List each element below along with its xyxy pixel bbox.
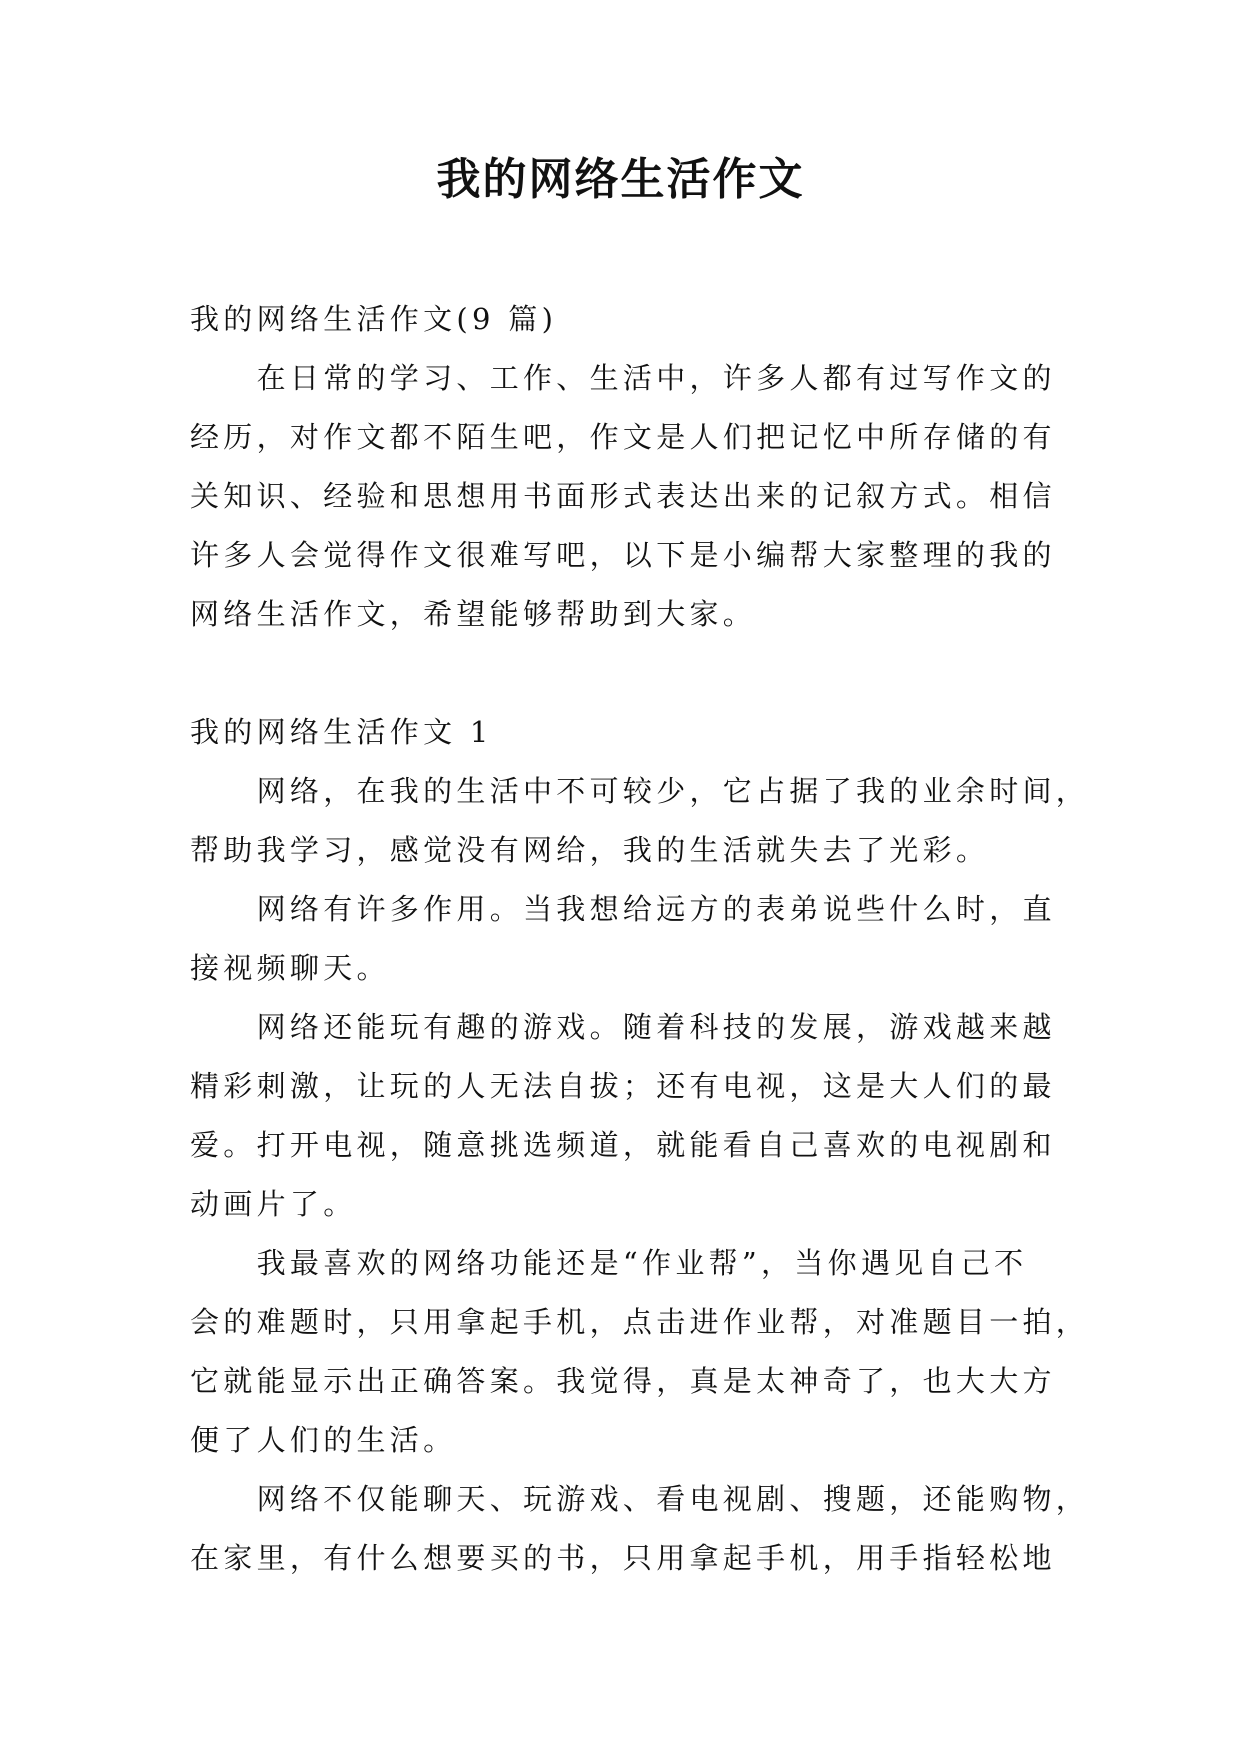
body-line-12: 便了人们的生活。: [190, 1423, 457, 1457]
body-line-10: 会的难题时，只用拿起手机，点击进作业帮，对准题目一拍，: [190, 1305, 1090, 1339]
body-line-2: 帮助我学习，感觉没有网给，我的生活就失去了光彩。: [190, 833, 990, 867]
section-heading-1: 我的网络生活作文 1: [190, 715, 493, 749]
body-line-4: 接视频聊天。: [190, 951, 390, 985]
body-line-9: 我最喜欢的网络功能还是“作业帮”，当你遇见自己不: [190, 1246, 1028, 1280]
intro-line-1: 在日常的学习、工作、生活中，许多人都有过写作文的: [190, 361, 1056, 395]
intro-line-5: 网络生活作文，希望能够帮助到大家。: [190, 597, 757, 631]
document-body: [190, 290, 1090, 1588]
blank-line: [190, 644, 1050, 703]
intro-line-2: 经历，对作文都不陌生吧，作文是人们把记忆中所存储的有: [190, 420, 1056, 454]
body-line-3: 网络有许多作用。当我想给远方的表弟说些什么时，直: [190, 892, 1056, 926]
intro-line-3: 关知识、经验和思想用书面形式表达出来的记叙方式。相信: [190, 479, 1056, 513]
body-line-1: 网络，在我的生活中不可较少，它占据了我的业余时间，: [190, 774, 1090, 808]
body-line-5: 网络还能玩有趣的游戏。随着科技的发展，游戏越来越: [190, 1010, 1056, 1044]
intro-line-4: 许多人会觉得作文很难写吧，以下是小编帮大家整理的我的: [190, 538, 1056, 572]
body-line-14: 在家里，有什么想要买的书，只用拿起手机，用手指轻松地: [190, 1541, 1056, 1575]
body-line-7: 爱。打开电视，随意挑选频道，就能看自己喜欢的电视剧和: [190, 1128, 1056, 1162]
subtitle-line: 我的网络生活作文(9 篇): [190, 302, 558, 336]
document-title: 我的网络生活作文: [436, 154, 805, 205]
body-line-8: 动画片了。: [190, 1187, 357, 1221]
body-line-11: 它就能显示出正确答案。我觉得，真是太神奇了，也大大方: [190, 1364, 1056, 1398]
body-line-6: 精彩刺激，让玩的人无法自拔；还有电视，这是大人们的最: [190, 1069, 1056, 1103]
body-line-13: 网络不仅能聊天、玩游戏、看电视剧、搜题，还能购物，: [190, 1482, 1090, 1516]
